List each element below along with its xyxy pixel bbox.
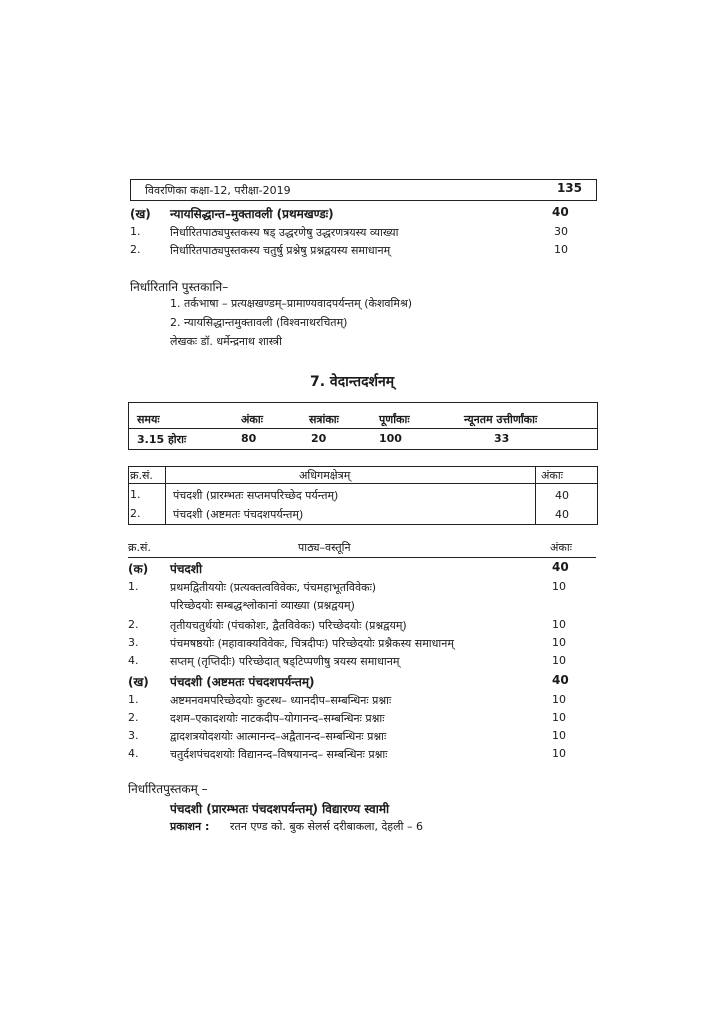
- content-header: अंकाः: [550, 541, 572, 554]
- item-number: 1.: [130, 225, 141, 238]
- learning-row-number: 2.: [130, 507, 141, 520]
- item-number: 1.: [128, 693, 139, 706]
- exam-header: न्यूनतम उत्तीर्णांकाः: [464, 413, 538, 426]
- item-text: सप्तम् (तृप्तिदीः) परिच्छेदात् षड्टिप्पणीषु त्रयस्य समाधानम्: [170, 655, 400, 668]
- exam-value: 3.15 होराः: [137, 433, 187, 446]
- item-text: तृतीयचतुर्थयोः (पंचकोशः, द्वैतविवेकः) परिच्छेदयोः (प्रश्नद्वयम्): [170, 619, 407, 632]
- item-text: द्वादशत्रयोदशयोः आत्मानन्द–अद्वैतानन्द–सम्बन्धिनः प्रश्नाः: [170, 730, 387, 743]
- item-text: निर्धारितपाठ्यपुस्तकस्य चतुर्षु प्रश्नेषु प्रश्नद्वयस्य समाधानम्: [170, 244, 391, 257]
- item-text: निर्धारितपाठ्यपुस्तकस्य षड् उद्धरणेषु उद्धरणत्रयस्य व्याख्या: [170, 226, 399, 239]
- learning-row-number: 1.: [130, 488, 141, 501]
- exam-value: 100: [379, 432, 402, 445]
- section-marks: 40: [552, 205, 569, 219]
- exam-header: सत्रांकाः: [309, 413, 339, 426]
- item-text: दशम–एकादशयोः नाटकदीप–योगानन्द–सम्बन्धिनः प्रश्नाः: [170, 712, 385, 725]
- section-title: न्यायसिद्धान्त–मुक्तावली (प्रथमखण्डः): [170, 207, 334, 221]
- prescribed-book: [128, 780, 596, 840]
- learning-header: क्र.सं.: [130, 469, 153, 482]
- section-title: पंचदशी (अष्टमतः पंचदशपर्यन्तम्): [170, 675, 315, 689]
- item-marks: 10: [552, 654, 566, 667]
- item-number: 4.: [128, 654, 139, 667]
- prescribed-books-heading: निर्धारितानि पुस्तकानि–: [130, 280, 229, 294]
- book-line: लेखकः डॉ. धर्मेन्द्रनाथ शास्त्री: [170, 335, 282, 348]
- exam-value: 33: [494, 432, 510, 445]
- section-title: पंचदशी: [170, 562, 203, 576]
- item-marks: 10: [552, 693, 566, 706]
- item-text: चतुर्दशपंचदशयोः विद्यानन्द–विषयानन्द– सम्बन्धिनः प्रश्नाः: [170, 748, 388, 761]
- learning-row-text: पंचदशी (प्रारम्भतः सप्तमपरिच्छेद पर्यन्तम्): [173, 489, 339, 502]
- prescribed-book-heading: निर्धारितपुस्तकम् –: [128, 782, 208, 796]
- item-text: अष्टमनवमपरिच्छेदयोः कुटस्थ– ध्यानदीप–सम्बन्धिनः प्रश्नाः: [170, 694, 392, 707]
- content-header: पाठ्य–वस्तूनि: [298, 541, 351, 554]
- item-marks: 10: [552, 636, 566, 649]
- book-line: 1. तर्कभाषा – प्रत्यक्षखण्डम्–प्रामाण्यवादपर्यन्तम् (केशवमिश्र): [170, 297, 413, 310]
- prescribed-book-title: पंचदशी (प्रारम्भतः पंचदशपर्यन्तम्) विद्यारण्य स्वामी: [170, 802, 390, 816]
- exam-value: 20: [311, 432, 327, 445]
- item-marks: 10: [552, 729, 566, 742]
- content-list: [128, 540, 596, 765]
- prescribed-books: [130, 278, 550, 348]
- item-number: 3.: [128, 729, 139, 742]
- exam-table: [128, 402, 598, 450]
- learning-row-marks: 40: [555, 508, 569, 521]
- item-text: पंचमषष्ठयोः (महावाक्यविवेकः, चित्रदीपः) परिच्छेदयोः प्रश्नैकस्य समाधानम्: [170, 637, 454, 650]
- exam-header: समयः: [137, 413, 160, 426]
- section-marks: 40: [552, 673, 569, 687]
- book-line: 2. न्यायसिद्धान्तमुक्तावली (विश्वनाथरचितम्): [170, 316, 348, 329]
- exam-value: 80: [241, 432, 257, 445]
- item-number: 3.: [128, 636, 139, 649]
- section-label: (ख): [130, 207, 151, 221]
- item-number: 2.: [128, 618, 139, 631]
- item-text-continued: परिच्छेदयोः सम्बद्धश्लोकानां व्याख्या (प्रश्नद्वयम्): [170, 599, 355, 612]
- item-marks: 10: [552, 580, 566, 593]
- item-marks: 10: [554, 243, 568, 256]
- item-text: प्रथमद्वितीययोः (प्रत्यक्तत्वविवेकः, पंचमहाभूतविवेकः): [170, 581, 377, 594]
- item-number: 2.: [130, 243, 141, 256]
- item-number: 2.: [128, 711, 139, 724]
- learning-header: अंकाः: [541, 469, 563, 482]
- publisher-text: रतन एण्ड को. बुक सेलर्स दरीबाकला, देहली – 6: [230, 820, 423, 833]
- header-box: [130, 179, 597, 201]
- item-marks: 30: [554, 225, 568, 238]
- item-marks: 10: [552, 711, 566, 724]
- content-header: क्र.सं.: [128, 541, 151, 554]
- learning-row-text: पंचदशी (अष्टमतः पंचदशपर्यन्तम्): [173, 508, 304, 521]
- item-number: 1.: [128, 580, 139, 593]
- item-marks: 10: [552, 747, 566, 760]
- header-title: विवरणिका कक्षा-12, परीक्षा-2019: [145, 184, 291, 197]
- learning-table: [128, 466, 598, 525]
- section7-title: 7. वेदान्तदर्शनम्: [310, 374, 395, 390]
- learning-header: अधिगमक्षेत्रम्: [299, 469, 351, 482]
- item-marks: 10: [552, 618, 566, 631]
- exam-header: अंकाः: [241, 413, 263, 426]
- learning-row-marks: 40: [555, 489, 569, 502]
- section-label: (क): [128, 562, 149, 576]
- exam-header: पूर्णांकाः: [379, 413, 410, 426]
- publisher-label: प्रकाशन :: [170, 820, 210, 833]
- section-kha-top: [130, 205, 570, 265]
- page-number: 135: [556, 181, 582, 195]
- section-marks: 40: [552, 560, 569, 574]
- item-number: 4.: [128, 747, 139, 760]
- section-label: (ख): [128, 675, 149, 689]
